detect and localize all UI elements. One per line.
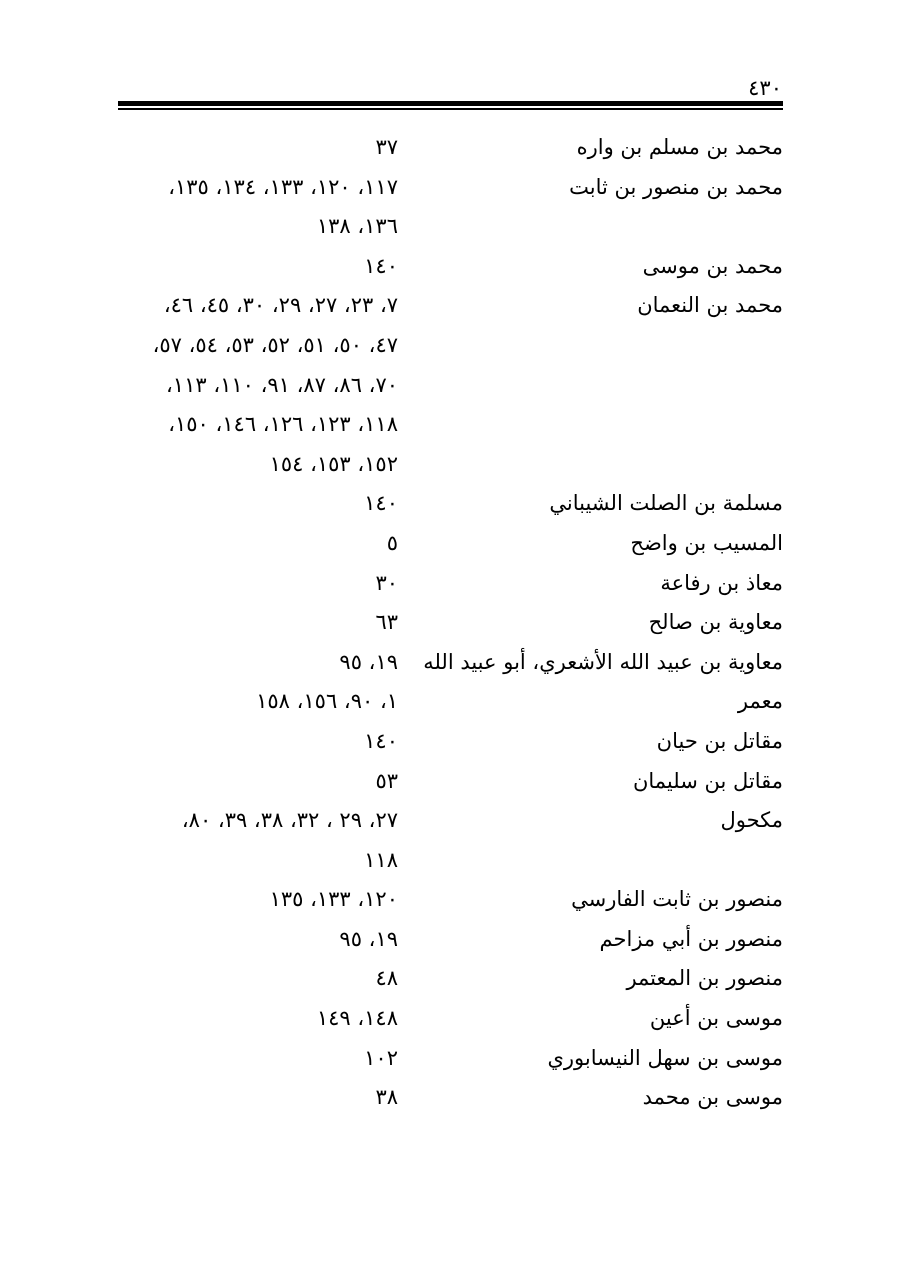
index-entry (118, 762, 783, 802)
entry-name: موسى بن أعين (649, 1006, 783, 1031)
index-entry (118, 1039, 783, 1079)
entry-name: موسى بن محمد (642, 1085, 783, 1110)
entry-pages: ٤٧، ٥٠، ٥١، ٥٢، ٥٣، ٥٤، ٥٧، (152, 332, 398, 357)
entry-pages: ١٤٠ (364, 728, 398, 753)
entry-pages: ٤٨ (375, 966, 398, 991)
entry-name: المسيب بن واضح (630, 530, 783, 555)
entry-pages: ١٢٠، ١٣٣، ١٣٥ (269, 887, 398, 912)
index-entry (118, 920, 783, 960)
entry-pages: ٣٧ (375, 135, 398, 159)
entry-pages: ١١٨، ١٢٣، ١٢٦، ١٤٦، ١٥٠، (168, 412, 398, 437)
index-entry (118, 643, 783, 683)
entry-pages: ٧، ٢٣، ٢٧، ٢٩، ٣٠، ٤٥، ٤٦، (163, 293, 398, 318)
entry-pages: ٥٣ (375, 768, 398, 793)
index-entry (118, 1078, 783, 1118)
index-entry (118, 247, 783, 287)
index-entry (118, 841, 783, 881)
index-entry (118, 564, 783, 604)
entry-name: منصور بن أبي مزاحم (599, 926, 783, 951)
entry-pages: ١٩، ٩٥ (339, 926, 398, 951)
index-entry (118, 959, 783, 999)
entry-name: منصور بن ثابت الفارسي (571, 887, 783, 912)
index-entry (118, 682, 783, 722)
entry-name: مقاتل بن سليمان (632, 768, 783, 793)
entry-pages: ٣٠ (375, 570, 398, 595)
entry-pages: ١، ٩٠، ١٥٦، ١٥٨ (256, 689, 398, 714)
index-entry (118, 128, 783, 168)
entry-name: محمد بن النعمان (637, 293, 783, 318)
entry-name: منصور بن المعتمر (626, 966, 783, 991)
index-entry (118, 168, 783, 208)
entry-name: معاذ بن رفاعة (660, 570, 783, 595)
entry-pages: ١٤٠ (364, 491, 398, 516)
index-entry (118, 326, 783, 366)
entry-name: معاوية بن عبيد الله الأشعري، أبو عبيد الله (423, 649, 783, 674)
entry-pages: ١٠٢ (364, 1045, 398, 1070)
entry-pages: ١٤٨، ١٤٩ (316, 1006, 398, 1031)
header-rule-thick (118, 101, 783, 106)
index-entry (118, 722, 783, 762)
index-list (118, 128, 783, 1118)
entry-name: محمد بن منصور بن ثابت (569, 174, 783, 199)
header-rule-thin (118, 108, 783, 110)
index-entry (118, 999, 783, 1039)
entry-pages: ١١٨ (364, 847, 398, 872)
index-entry (118, 207, 783, 247)
index-entry (118, 801, 783, 841)
entry-name: معاوية بن صالح (648, 610, 783, 635)
entry-pages: ٢٧، ٢٩ ، ٣٢، ٣٨، ٣٩، ٨٠، (181, 808, 398, 833)
entry-pages: ١٤٠ (364, 253, 398, 278)
entry-name: محمد بن مسلم بن واره (576, 135, 783, 159)
index-entry (118, 524, 783, 564)
page-number: ٤٣٠ (748, 76, 782, 100)
index-entry (118, 445, 783, 485)
entry-pages: ١٣٦، ١٣٨ (316, 214, 398, 239)
index-entry (118, 405, 783, 445)
entry-name: موسى بن سهل النيسابوري (547, 1045, 783, 1070)
index-entry (118, 286, 783, 326)
entry-pages: ١٥٢، ١٥٣، ١٥٤ (269, 451, 398, 476)
index-entry (118, 880, 783, 920)
entry-pages: ٧٠، ٨٦، ٨٧، ٩١، ١١٠، ١١٣، (166, 372, 398, 397)
entry-name: مقاتل بن حيان (656, 728, 783, 753)
index-entry (118, 603, 783, 643)
entry-name: مكحول (720, 808, 783, 833)
entry-name: مسلمة بن الصلت الشيباني (549, 491, 783, 516)
entry-name: معمر (737, 689, 783, 714)
entry-pages: ٣٨ (375, 1085, 398, 1110)
entry-pages: ٦٣ (375, 610, 398, 635)
entry-pages: ١٩، ٩٥ (339, 649, 398, 674)
index-entry (118, 366, 783, 406)
entry-pages: ٥ (386, 530, 398, 555)
entry-pages: ١١٧، ١٢٠، ١٣٣، ١٣٤، ١٣٥، (168, 174, 398, 199)
entry-name: محمد بن موسى (642, 253, 783, 278)
index-entry (118, 484, 783, 524)
